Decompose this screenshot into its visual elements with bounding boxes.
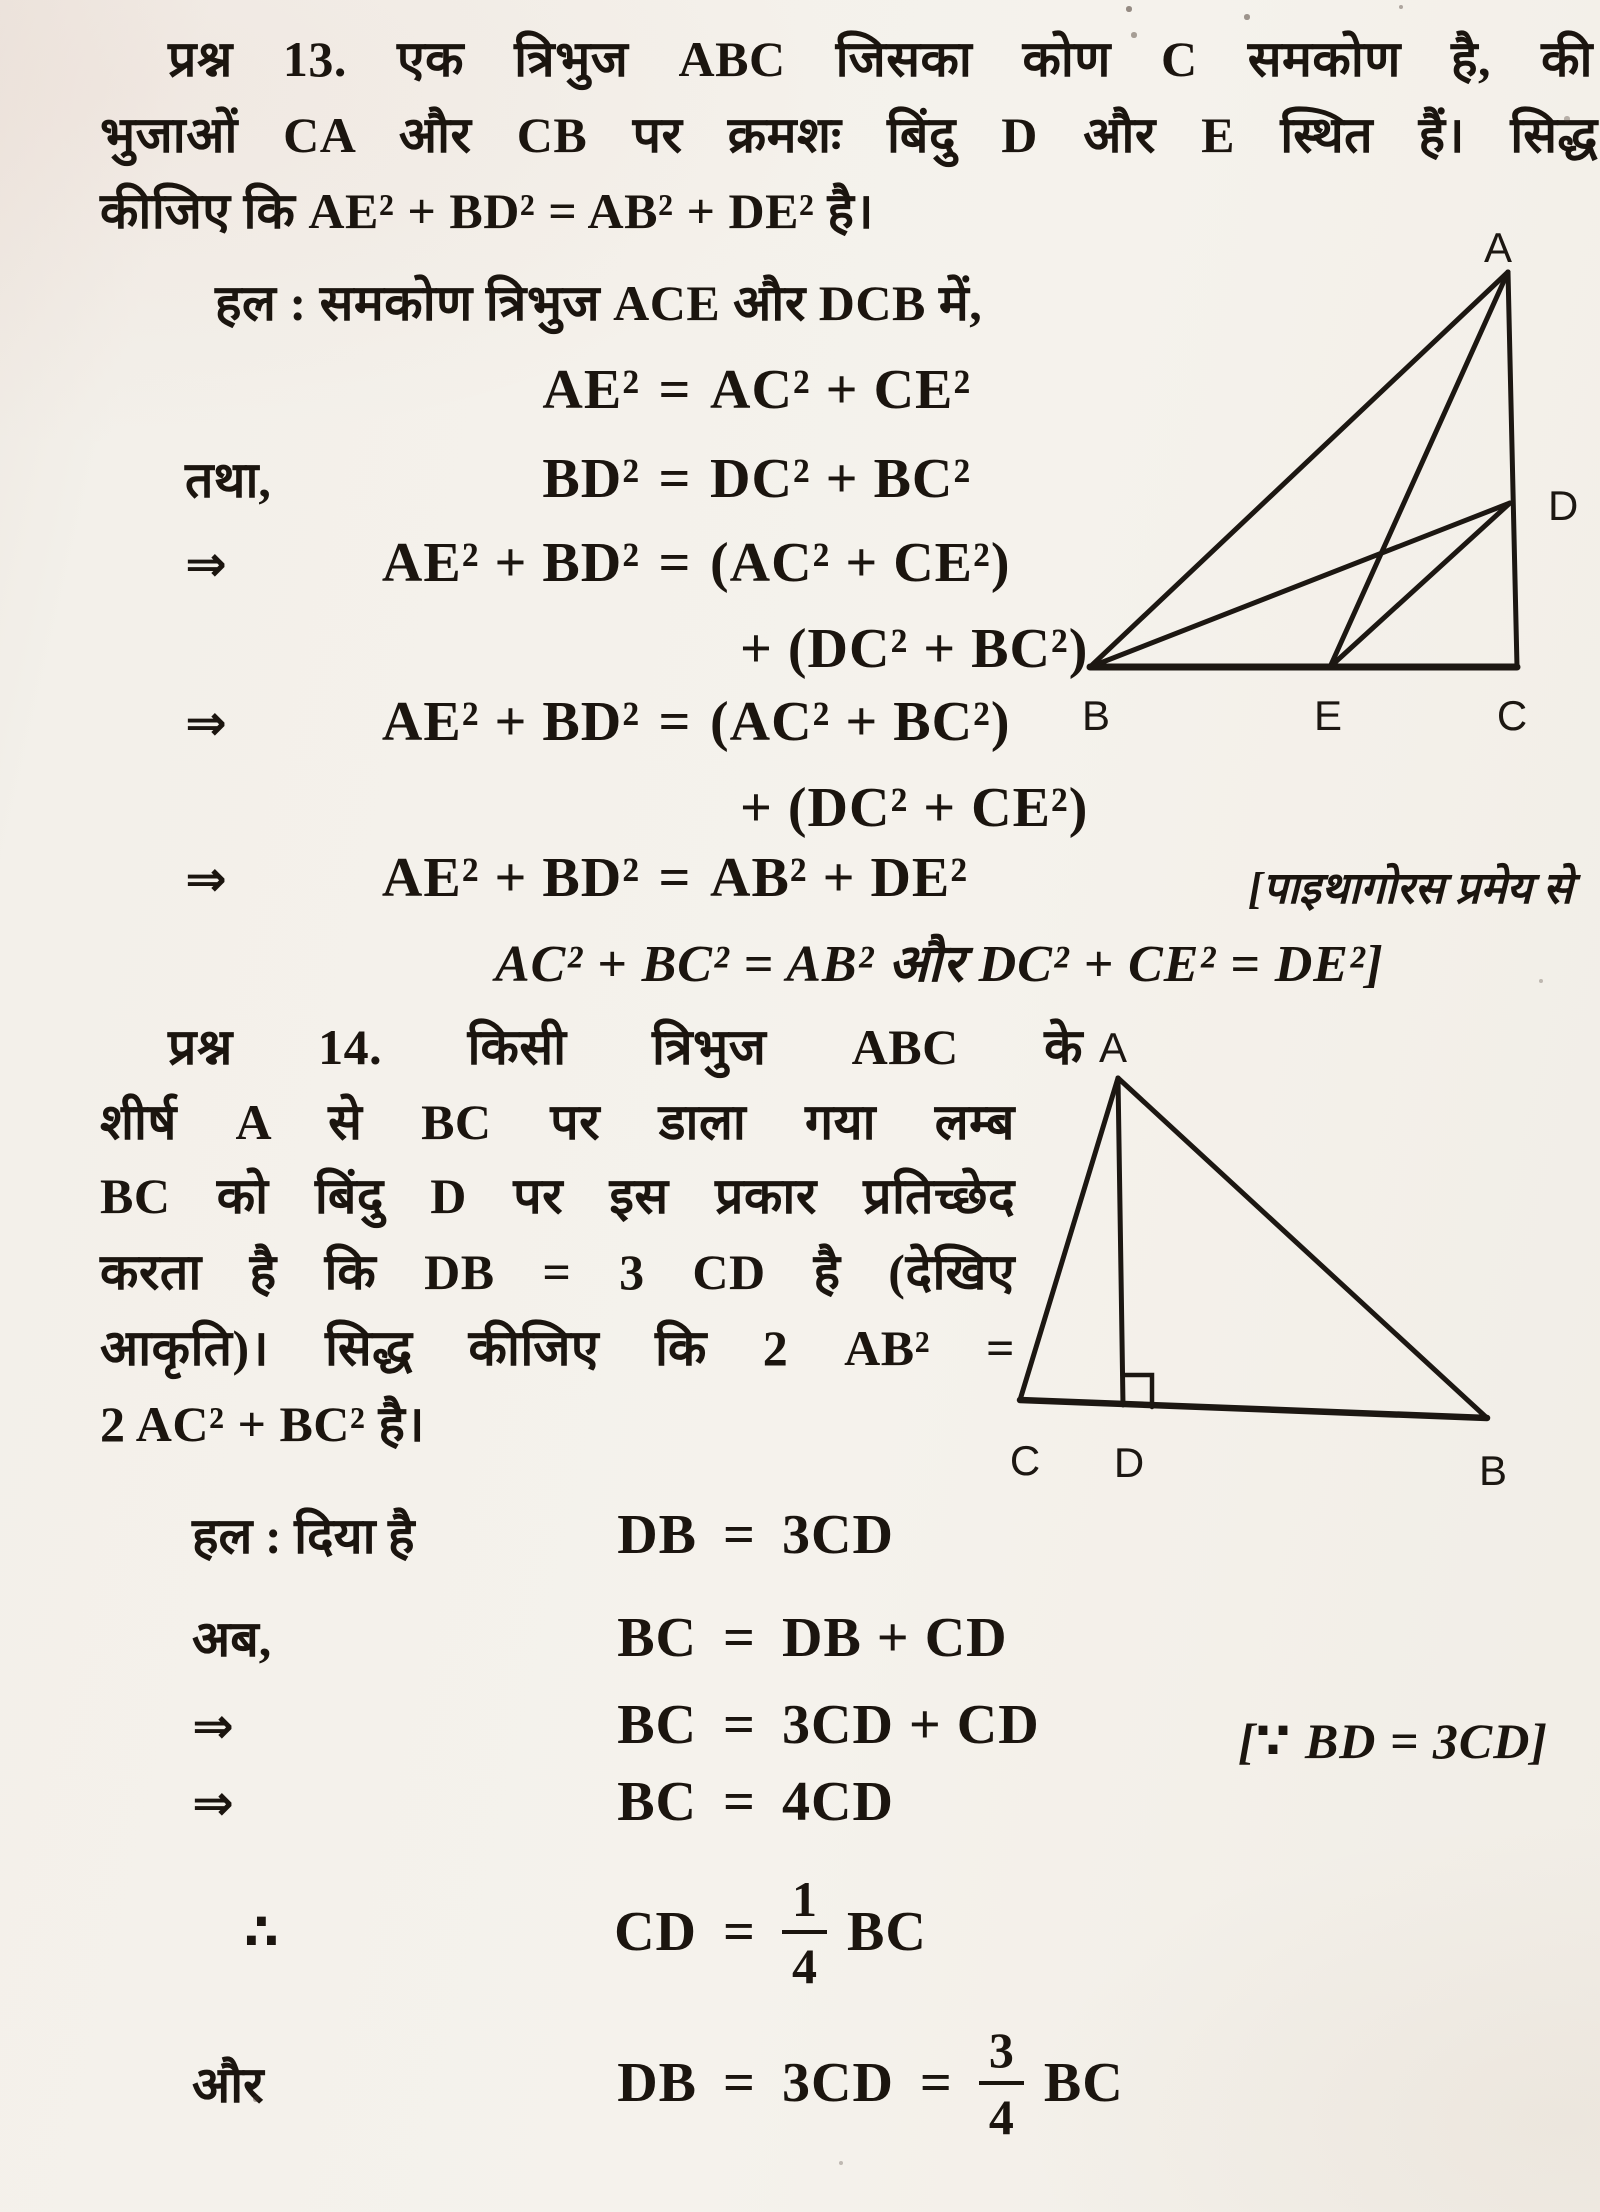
q14-line-6: 2 AC² + BC² है। (100, 1396, 425, 1452)
equals-sign: = (658, 359, 692, 421)
implies-arrow: ⇒ (185, 695, 227, 751)
q13-row5-lhs: AE² + BD² (381, 847, 640, 909)
q14-frac2-mid: 3CD (782, 2052, 894, 2114)
q14-row1-rhs: 3CD (782, 1504, 894, 1566)
vertex-label-d: D (1548, 482, 1579, 529)
q13-eq-row-4 (185, 690, 1010, 754)
q14-row3-lhs: BC (617, 1694, 697, 1756)
equals-sign: = (723, 1504, 756, 1566)
equals-sign: = (723, 2052, 756, 2114)
q14-triangle-diagram (985, 1030, 1575, 1500)
equals-sign: = (723, 1607, 756, 1669)
q13-row4-lhs: AE² + BD² (381, 691, 640, 753)
vertex-label-a: A (1098, 1030, 1128, 1071)
q14-row4-rhs: 4CD (782, 1771, 894, 1833)
vertex-label-d: D (1113, 1439, 1145, 1486)
q13-row4-continuation: + (DC² + CE²) (740, 777, 1089, 839)
q14-eq-row-3 (192, 1693, 1040, 1757)
equals-sign: = (723, 1771, 756, 1833)
q14-line-1: प्रश्न 14. किसी त्रिभुज ABC के (168, 1019, 1083, 1075)
q13-line-1: प्रश्न 13. एक त्रिभुज ABC जिसका कोण C समकोण है, की (168, 31, 1593, 87)
q14-row1-lhs: DB (617, 1504, 697, 1566)
q14-frac1-rhs: BC (847, 1901, 927, 1963)
equals-sign: = (919, 2052, 953, 2114)
q14-row2-label: अब, (192, 1611, 272, 1667)
q14-line-2: शीर्ष A से BC पर डाला गया लम्ब (100, 1094, 1015, 1150)
equals-sign: = (658, 691, 692, 753)
q14-line-5: आकृति)। सिद्ध कीजिए कि 2 AB² = (100, 1320, 1015, 1376)
q14-frac-row-2 (192, 2008, 1124, 2158)
q13-eq-row-1 (185, 358, 971, 422)
q13-row3-rhs: (AC² + CE²) (710, 532, 1011, 594)
vertex-label-b: B (1081, 692, 1111, 739)
q13-row3-continuation: + (DC² + BC²) (740, 618, 1089, 680)
fraction-numerator: 1 (782, 1871, 827, 1934)
q13-row2-lhs: BD² (542, 448, 640, 510)
q13-row4-rhs: (AC² + BC²) (710, 691, 1011, 753)
q13-eq-row-3 (185, 531, 1010, 595)
q13-reason-line-2: AC² + BC² = AB² और DC² + CE² = DE²] (495, 936, 1384, 993)
q13-row3-lhs: AE² + BD² (381, 532, 640, 594)
therefore-symbol: ∴ (244, 1904, 279, 1960)
scan-noise-specks (0, 0, 2, 2)
q14-and-label: और (192, 2057, 264, 2113)
equals-sign: = (723, 1901, 756, 1963)
fraction-three-fourths (979, 2022, 1024, 2145)
q13-reason-line-1: [पाइथागोरस प्रमेय से (1248, 864, 1573, 913)
q13-row2-label: तथा, (185, 452, 271, 508)
q14-note-bracket: [∵ BD = 3CD] (1238, 1713, 1548, 1769)
q14-solution-heading: हल : दिया है (192, 1508, 415, 1564)
fraction-denominator: 4 (792, 1937, 817, 1994)
q13-solution-heading: हल : समकोण त्रिभुज ACE और DCB में, (215, 275, 983, 331)
q13-line-3: कीजिए कि AE² + BD² = AB² + DE² है। (100, 183, 874, 239)
q14-line-3: BC को बिंदु D पर इस प्रकार प्रतिच्छेद (100, 1168, 1015, 1224)
q13-row5-rhs: AB² + DE² (710, 847, 969, 909)
q13-line-2: भुजाओं CA और CB पर क्रमशः बिंदु D और E स्थित हैं। सिद्ध (100, 107, 1598, 163)
q13-row1-rhs: AC² + CE² (710, 359, 972, 421)
q14-eq-row-2 (192, 1603, 1008, 1671)
vertex-label-c: C (1009, 1437, 1041, 1484)
equals-sign: = (658, 448, 692, 510)
q14-row2-lhs: BC (617, 1607, 697, 1669)
equals-sign: = (658, 532, 692, 594)
q13-eq-row-2 (185, 444, 971, 512)
equals-sign: = (723, 1694, 756, 1756)
q13-triangle-diagram (1050, 232, 1600, 744)
fraction-denominator: 4 (988, 2088, 1014, 2145)
q14-row4-lhs: BC (617, 1771, 697, 1833)
implies-arrow: ⇒ (192, 1775, 234, 1831)
q14-row2-rhs: DB + CD (782, 1607, 1008, 1669)
q14-frac2-lhs: DB (617, 2052, 697, 2114)
vertex-label-c: C (1496, 692, 1528, 739)
q14-eq-row-4 (192, 1770, 894, 1834)
q14-line-4: करता है कि DB = 3 CD है (देखिए (100, 1244, 1015, 1300)
q13-eq-row-5 (185, 846, 968, 910)
equals-sign: = (658, 847, 692, 909)
vertex-label-a: A (1483, 232, 1513, 271)
vertex-label-e: E (1313, 692, 1343, 739)
q13-row1-lhs: AE² (542, 359, 640, 421)
implies-arrow: ⇒ (192, 1698, 234, 1754)
implies-arrow: ⇒ (185, 851, 227, 907)
vertex-label-b: B (1478, 1447, 1508, 1494)
q14-frac-row-1 (192, 1862, 927, 2002)
q13-row2-rhs: DC² + BC² (710, 448, 972, 510)
q14-frac2-rhs: BC (1043, 2052, 1124, 2114)
fraction-numerator: 3 (979, 2022, 1024, 2085)
fraction-one-fourth (782, 1871, 827, 1994)
implies-arrow: ⇒ (185, 536, 227, 592)
q14-row3-rhs: 3CD + CD (782, 1694, 1040, 1756)
q14-eq-row-1 (192, 1500, 894, 1568)
q14-frac1-lhs: CD (614, 1901, 697, 1963)
